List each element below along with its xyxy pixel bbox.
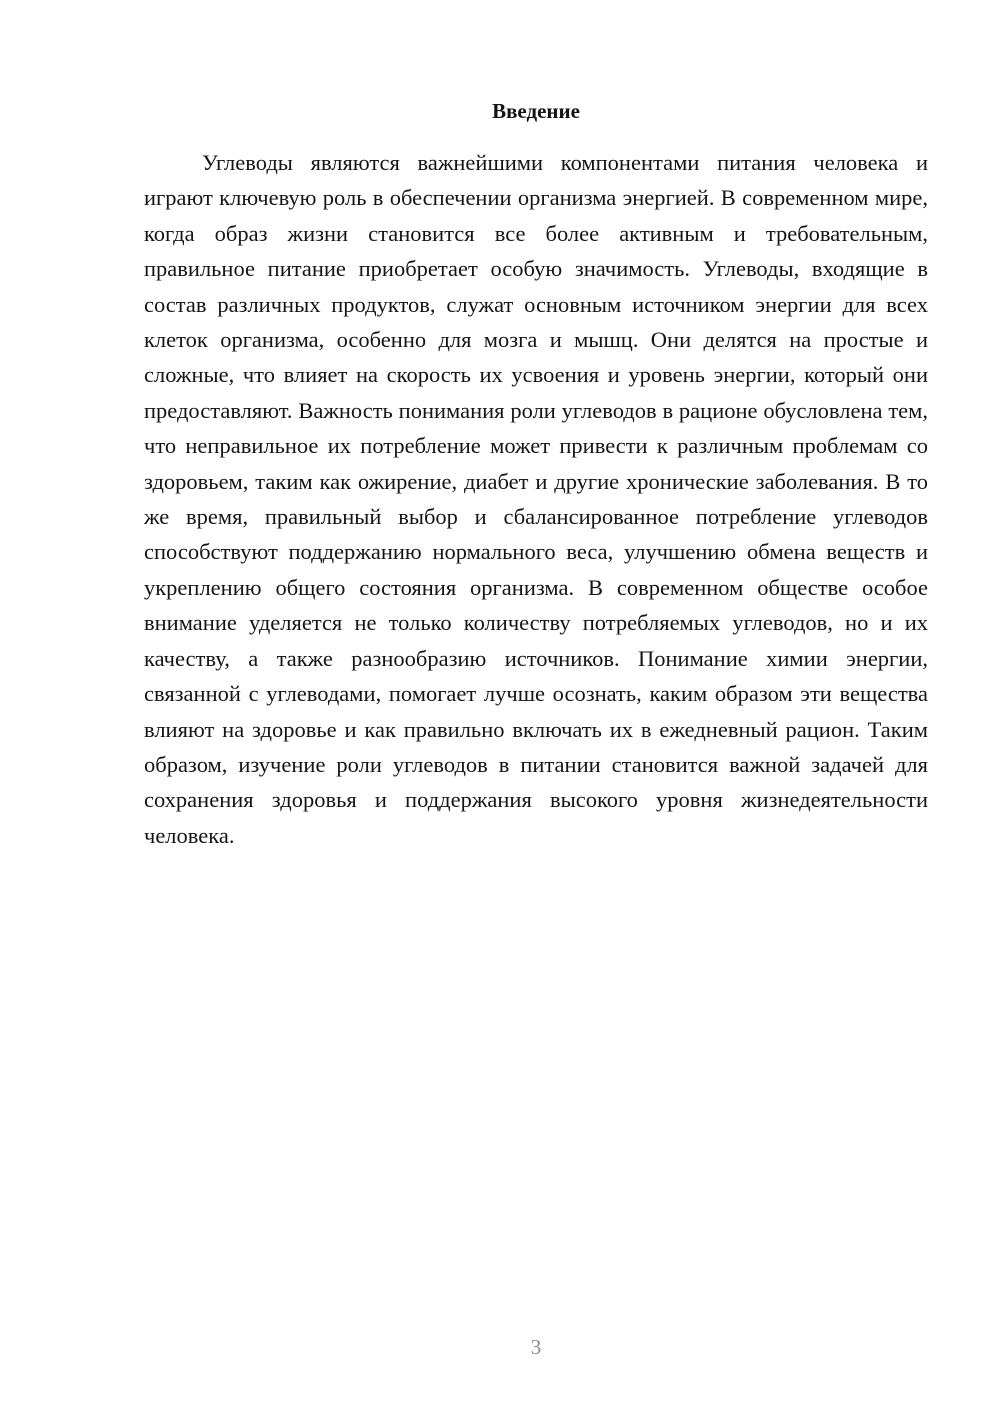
section-heading: Введение bbox=[492, 99, 580, 123]
page-number: 3 bbox=[530, 1335, 542, 1359]
introduction-paragraph: Углеводы являются важнейшими компонентами питания человека и играют ключевую роль в обеспечении организма энергией. В современном мире, когда образ жизни становится все более активным и требовательным, правильное питание приобретает особую значимость. Углеводы, входящие в состав различных продуктов, служат основным источником энергии для всех клеток организма, особенно для мозга и мышц. Они делятся на простые и сложные, что влияет на скорость их усвоения и уровень энергии, который они предоставляют. Важность понимания роли углеводов в рационе обусловлена тем, что неправильное их потребление может привести к различным проблемам со здоровьем, таким как ожирение, диабет и другие хронические заболевания. В то же время, правильный выбор и сбалансированное потребление углеводов способствуют поддержанию нормального веса, улучшению обмена веществ и укреплению общего состояния организма. В современном обществе особое внимание уделяется не только количеству потребляемых углеводов, но и их качеству, а также разнообразию источников. Понимание химии энергии, связанной с углеводами, помогает лучше осознать, каким образом эти вещества влияют на здоровье и как правильно включать их в ежедневный рацион. Таким образом, изучение роли углеводов в питании становится важной задачей для сохранения здоровья и поддержания высокого уровня жизнедеятельности человека. bbox=[144, 150, 928, 848]
